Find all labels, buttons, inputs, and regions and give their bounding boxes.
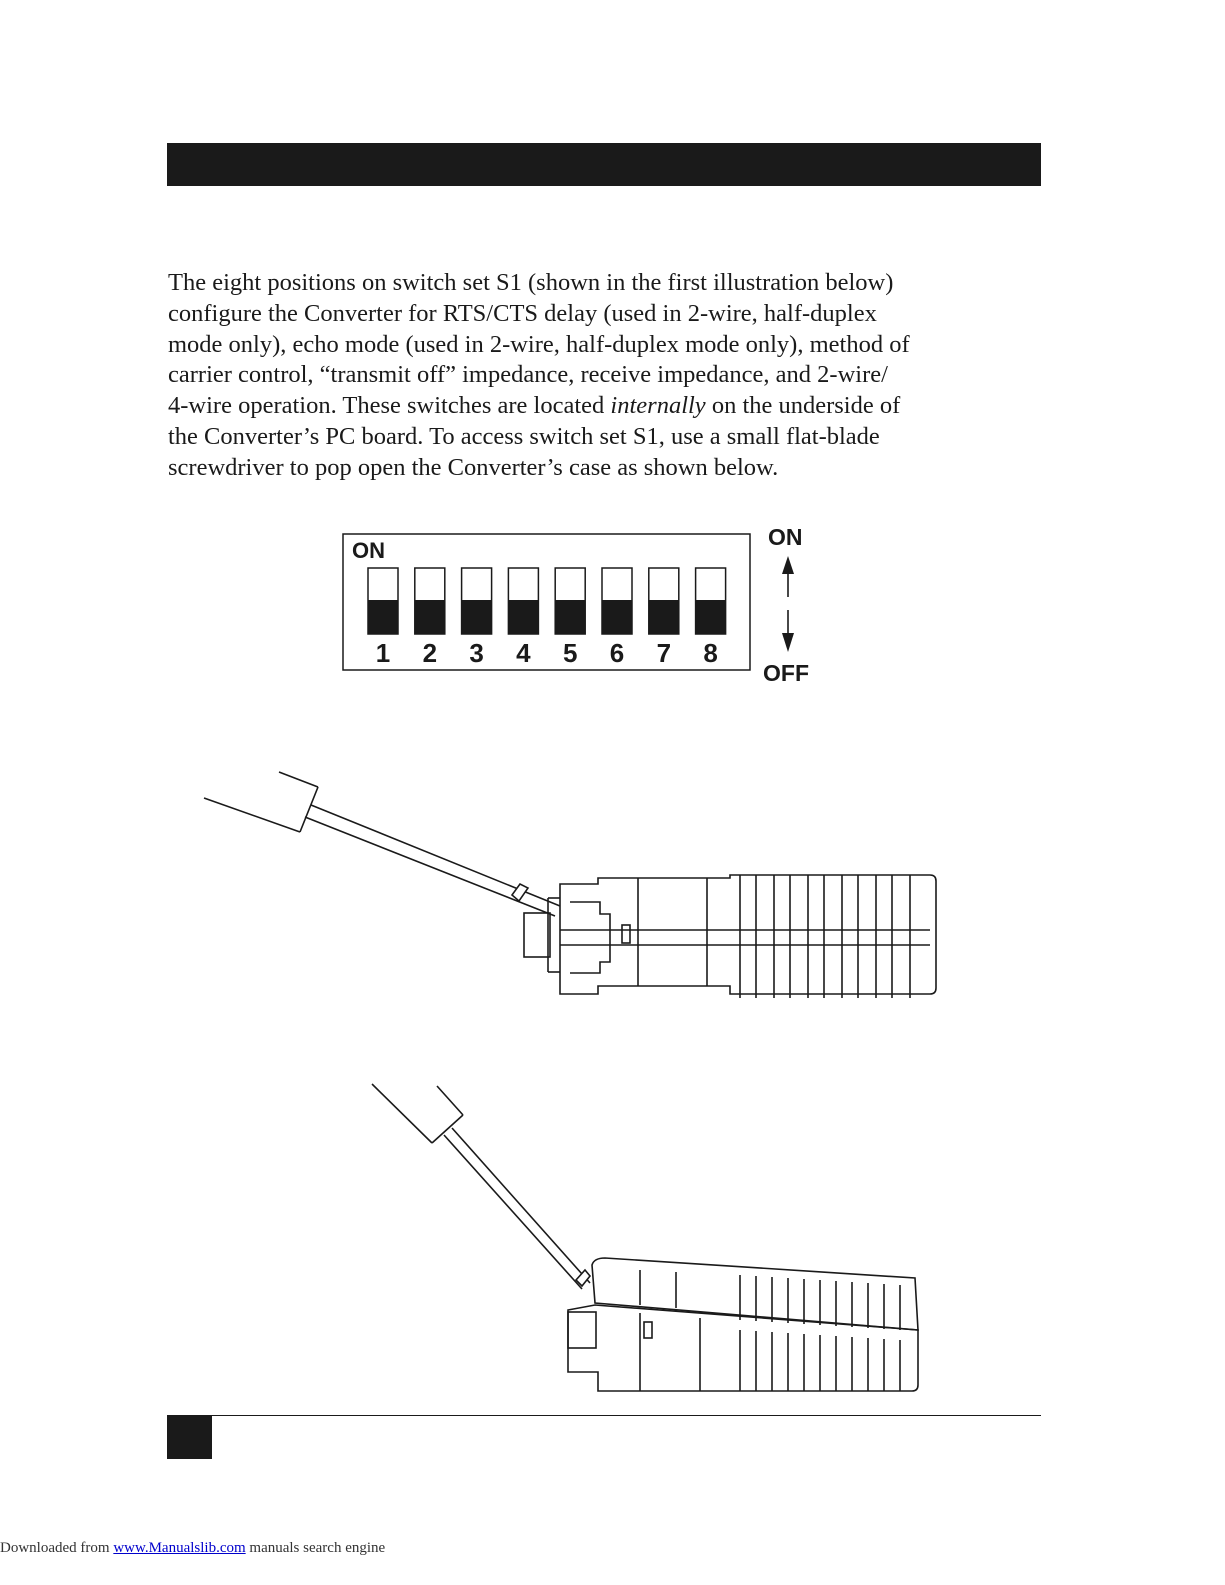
- switch-number-label: 6: [609, 638, 625, 668]
- manualslib-link[interactable]: www.Manualslib.com: [113, 1540, 246, 1556]
- emphasis-internally: internally: [610, 392, 706, 420]
- download-prefix: Downloaded from: [0, 1540, 114, 1556]
- body-line: carrier control, “transmit off” impedance, receive impedance, and 2-wire/: [168, 361, 888, 389]
- switch-box: [343, 534, 750, 670]
- body-line: screwdriver to pop open the Converter’s case as shown below.: [168, 453, 779, 481]
- screwdriver-icon: [204, 772, 560, 916]
- dip-switch-diagram: [343, 524, 809, 686]
- switch-actuator: [649, 600, 679, 634]
- switch-actuator: [696, 600, 726, 634]
- body-line-text: on the underside of: [705, 392, 901, 420]
- footer-rule: [167, 1415, 1041, 1416]
- switch-actuator: [415, 600, 445, 634]
- switch-actuator: [602, 600, 632, 634]
- converter-open-icon: [568, 1258, 918, 1391]
- switch-actuator: [508, 600, 538, 634]
- body-line: configure the Converter for RTS/CTS delay (used in 2-wire, half-duplex: [168, 299, 877, 327]
- switch-number-label: 5: [562, 638, 578, 668]
- switch-number-label: 8: [703, 638, 718, 668]
- body-line-text: 4-wire operation. These switches are located: [168, 392, 611, 420]
- body-line: the Converter’s PC board. To access switch set S1, use a small flat-blade: [168, 422, 880, 450]
- converter-closed-icon: [524, 875, 936, 998]
- download-suffix: manuals search engine: [245, 1540, 386, 1556]
- switch-number-label: 1: [375, 638, 391, 668]
- switch-box-on-label: ON: [352, 538, 385, 563]
- body-line: The eight positions on switch set S1 (shown in the first illustration below): [168, 269, 894, 296]
- switch-actuator: [368, 600, 398, 634]
- page-number-block: [167, 1415, 212, 1459]
- on-direction-label: ON: [768, 524, 803, 550]
- switch-actuator: [462, 600, 492, 634]
- screwdriver-icon: [372, 1084, 590, 1289]
- switch-actuator: [555, 600, 585, 634]
- switch-number-label: 4: [516, 638, 531, 668]
- switch-number-label: 2: [422, 638, 438, 668]
- on-off-arrow-icon: [782, 556, 794, 652]
- download-notice: [0, 1540, 385, 1557]
- switch-number-label: 3: [469, 638, 484, 668]
- body-line: mode only), echo mode (used in 2-wire, half-duplex mode only), method of: [168, 330, 910, 358]
- off-direction-label: OFF: [763, 660, 809, 686]
- switch-number-label: 7: [656, 638, 672, 668]
